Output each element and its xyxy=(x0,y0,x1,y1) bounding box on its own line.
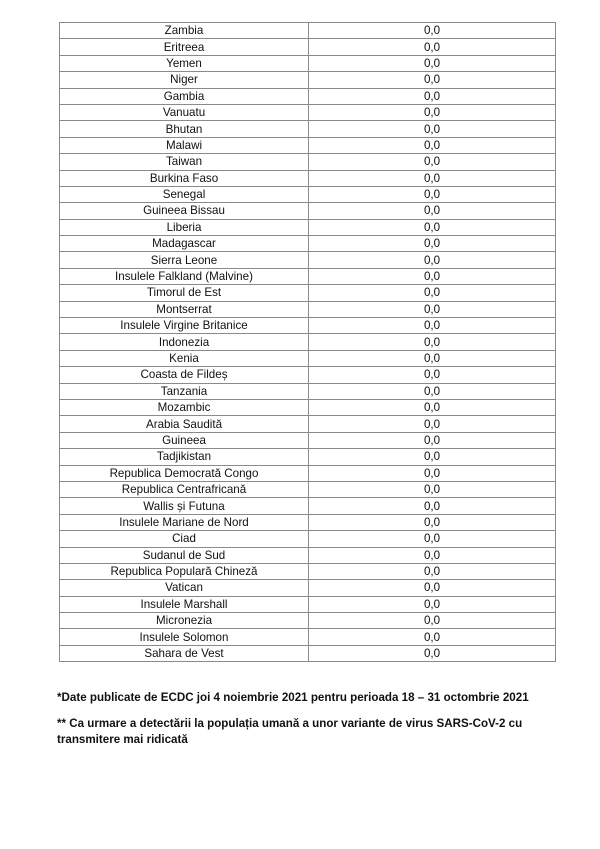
value-cell: 0,0 xyxy=(309,268,556,284)
country-cell: Guineea Bissau xyxy=(60,203,309,219)
country-cell: Malawi xyxy=(60,137,309,153)
country-cell: Liberia xyxy=(60,219,309,235)
table-row xyxy=(60,563,556,579)
country-cell: Yemen xyxy=(60,55,309,71)
value-cell: 0,0 xyxy=(309,416,556,432)
country-cell: Guineea xyxy=(60,432,309,448)
table-row xyxy=(60,55,556,71)
table-row xyxy=(60,547,556,563)
table-row xyxy=(60,88,556,104)
table-row xyxy=(60,596,556,612)
value-cell: 0,0 xyxy=(309,39,556,55)
country-cell: Zambia xyxy=(60,23,309,39)
table-row xyxy=(60,23,556,39)
value-cell: 0,0 xyxy=(309,367,556,383)
table-row xyxy=(60,39,556,55)
table-row xyxy=(60,580,556,596)
value-cell: 0,0 xyxy=(309,55,556,71)
table-row xyxy=(60,449,556,465)
country-cell: Ciad xyxy=(60,531,309,547)
table-row xyxy=(60,252,556,268)
footnote-ecdc-date: *Date publicate de ECDC joi 4 noiembrie 2021 pentru perioada 18 – 31 octombrie 2021 xyxy=(57,691,529,704)
country-cell: Coasta de Fildeș xyxy=(60,367,309,383)
country-cell: Arabia Saudită xyxy=(60,416,309,432)
value-cell: 0,0 xyxy=(309,399,556,415)
value-cell: 0,0 xyxy=(309,203,556,219)
country-cell: Republica Centrafricană xyxy=(60,481,309,497)
country-cell: Burkina Faso xyxy=(60,170,309,186)
value-cell: 0,0 xyxy=(309,252,556,268)
table-row xyxy=(60,170,556,186)
value-cell: 0,0 xyxy=(309,104,556,120)
footnote-variants: ** Ca urmare a detectării la populația umană a unor variante de virus SARS-CoV-2 cu transmitere mai ridicată xyxy=(57,717,523,746)
value-cell: 0,0 xyxy=(309,23,556,39)
value-cell: 0,0 xyxy=(309,613,556,629)
table-row xyxy=(60,645,556,661)
value-cell: 0,0 xyxy=(309,285,556,301)
table-row xyxy=(60,154,556,170)
table-row xyxy=(60,416,556,432)
value-cell: 0,0 xyxy=(309,72,556,88)
country-cell: Mozambic xyxy=(60,399,309,415)
value-cell: 0,0 xyxy=(309,186,556,202)
country-cell: Republica Democrată Congo xyxy=(60,465,309,481)
value-cell: 0,0 xyxy=(309,498,556,514)
value-cell: 0,0 xyxy=(309,334,556,350)
table-row xyxy=(60,318,556,334)
table-row xyxy=(60,236,556,252)
table-row xyxy=(60,367,556,383)
table-row xyxy=(60,121,556,137)
country-cell: Insulele Mariane de Nord xyxy=(60,514,309,530)
value-cell: 0,0 xyxy=(309,154,556,170)
table-row xyxy=(60,481,556,497)
country-cell: Bhutan xyxy=(60,121,309,137)
table-row xyxy=(60,334,556,350)
table-row xyxy=(60,203,556,219)
country-table-body xyxy=(60,23,556,662)
table-row xyxy=(60,399,556,415)
table-row xyxy=(60,629,556,645)
value-cell: 0,0 xyxy=(309,596,556,612)
table-row xyxy=(60,383,556,399)
table-row xyxy=(60,137,556,153)
value-cell: 0,0 xyxy=(309,481,556,497)
table-row xyxy=(60,104,556,120)
table-row xyxy=(60,432,556,448)
table-row xyxy=(60,514,556,530)
value-cell: 0,0 xyxy=(309,318,556,334)
country-cell: Kenia xyxy=(60,350,309,366)
table-row xyxy=(60,613,556,629)
country-cell: Vanuatu xyxy=(60,104,309,120)
country-cell: Insulele Virgine Britanice xyxy=(60,318,309,334)
value-cell: 0,0 xyxy=(309,137,556,153)
country-cell: Eritreea xyxy=(60,39,309,55)
value-cell: 0,0 xyxy=(309,236,556,252)
country-cell: Vatican xyxy=(60,580,309,596)
country-cell: Sahara de Vest xyxy=(60,645,309,661)
footnotes xyxy=(57,690,557,748)
value-cell: 0,0 xyxy=(309,88,556,104)
value-cell: 0,0 xyxy=(309,121,556,137)
value-cell: 0,0 xyxy=(309,465,556,481)
value-cell: 0,0 xyxy=(309,350,556,366)
value-cell: 0,0 xyxy=(309,219,556,235)
country-cell: Tanzania xyxy=(60,383,309,399)
table-row xyxy=(60,72,556,88)
table-row xyxy=(60,285,556,301)
country-cell: Niger xyxy=(60,72,309,88)
country-cell: Timorul de Est xyxy=(60,285,309,301)
table-row xyxy=(60,531,556,547)
value-cell: 0,0 xyxy=(309,514,556,530)
value-cell: 0,0 xyxy=(309,563,556,579)
value-cell: 0,0 xyxy=(309,629,556,645)
country-cell: Indonezia xyxy=(60,334,309,350)
country-cell: Insulele Falkland (Malvine) xyxy=(60,268,309,284)
country-cell: Sudanul de Sud xyxy=(60,547,309,563)
table-row xyxy=(60,186,556,202)
country-cell: Madagascar xyxy=(60,236,309,252)
country-cell: Republica Populară Chineză xyxy=(60,563,309,579)
value-cell: 0,0 xyxy=(309,580,556,596)
value-cell: 0,0 xyxy=(309,432,556,448)
country-cell: Tadjikistan xyxy=(60,449,309,465)
value-cell: 0,0 xyxy=(309,449,556,465)
country-cell: Taiwan xyxy=(60,154,309,170)
value-cell: 0,0 xyxy=(309,531,556,547)
table-row xyxy=(60,268,556,284)
country-cell: Micronezia xyxy=(60,613,309,629)
country-cell: Insulele Solomon xyxy=(60,629,309,645)
country-cell: Montserrat xyxy=(60,301,309,317)
value-cell: 0,0 xyxy=(309,547,556,563)
table-row xyxy=(60,219,556,235)
table-row xyxy=(60,301,556,317)
country-table xyxy=(59,22,556,662)
country-cell: Insulele Marshall xyxy=(60,596,309,612)
table-row xyxy=(60,465,556,481)
value-cell: 0,0 xyxy=(309,645,556,661)
country-cell: Gambia xyxy=(60,88,309,104)
country-cell: Senegal xyxy=(60,186,309,202)
country-cell: Sierra Leone xyxy=(60,252,309,268)
country-cell: Wallis și Futuna xyxy=(60,498,309,514)
value-cell: 0,0 xyxy=(309,383,556,399)
table-row xyxy=(60,350,556,366)
table-row xyxy=(60,498,556,514)
value-cell: 0,0 xyxy=(309,301,556,317)
value-cell: 0,0 xyxy=(309,170,556,186)
